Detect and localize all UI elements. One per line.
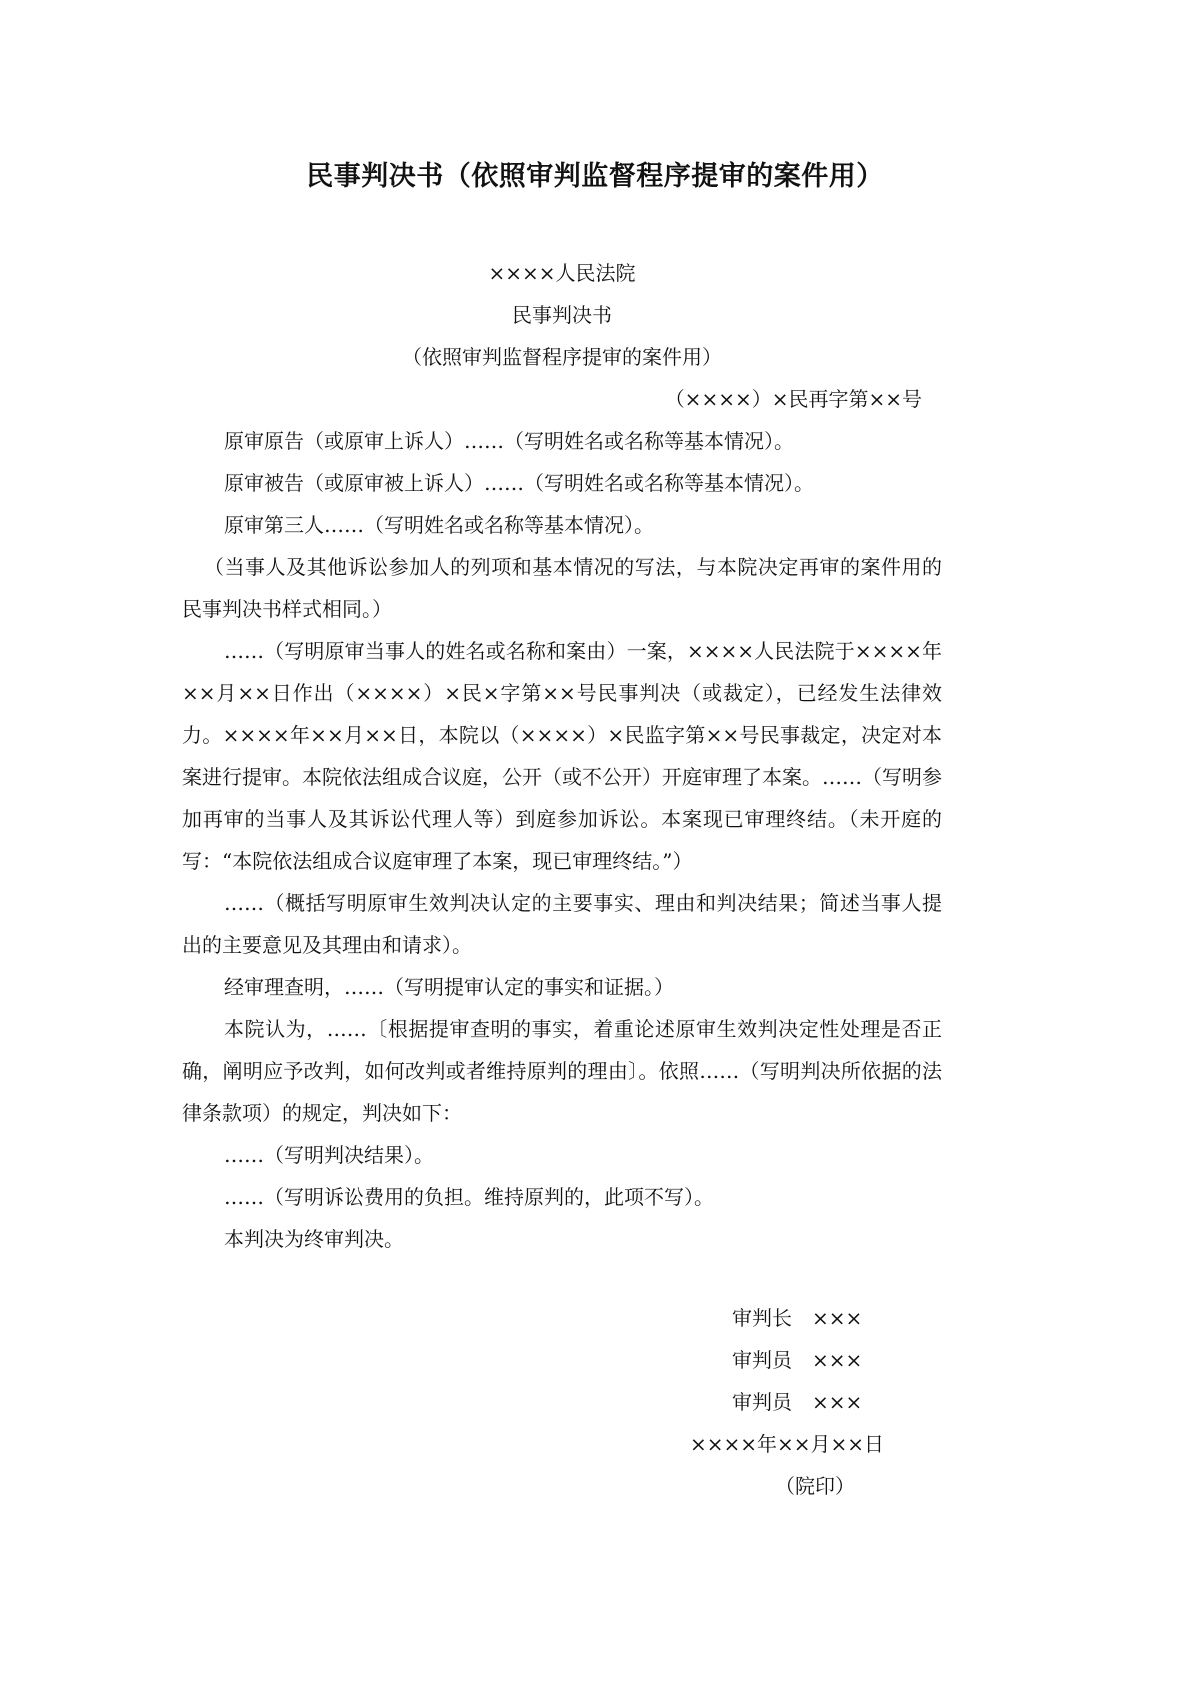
- doc-type: 民事判决书: [512, 303, 612, 327]
- paragraph-case-history: ……（写明原审当事人的姓名或名称和案由）一案，××××人民法院于××××年××月××日作出（××××）×民×字第××号民事判决（或裁定），已经发生法律效力。××××年××月××日，本院以（××××）×民监字第××号民事裁定，决定对本案进行提审。本院依法组成合议庭，公开（或不公开）开庭审理了本案。……（写明参加再审的当事人及其诉讼代理人等）到庭参加诉讼。本案现已审理终结。（未开庭的写：“本院依法组成合议庭审理了本案，现已审理终结。”）: [182, 639, 942, 873]
- paragraph-original-defendant: 原审被告（或原审被上诉人）……（写明姓名或名称等基本情况）。: [224, 471, 814, 495]
- paragraph-original-summary: ……（概括写明原审生效判决认定的主要事实、理由和判决结果；简述当事人提出的主要意见及其理由和请求）。: [182, 891, 942, 957]
- judgment-date: ××××年××月××日: [690, 1432, 885, 1456]
- paragraph-final: 本判决为终审判决。: [224, 1227, 404, 1251]
- case-number: （××××）×民再字第××号: [664, 387, 922, 411]
- signature-presiding-judge: 审判长 ×××: [732, 1306, 863, 1330]
- document-title: 民事判决书（依照审判监督程序提审的案件用）: [306, 161, 884, 192]
- signature-judge-2: 审判员 ×××: [732, 1390, 863, 1414]
- paragraph-judgment-result: ……（写明判决结果）。: [224, 1143, 434, 1167]
- signature-judge-1: 审判员 ×××: [732, 1348, 863, 1372]
- court-seal: （院印）: [775, 1474, 855, 1498]
- paragraph-costs: ……（写明诉讼费用的负担。维持原判的，此项不写）。: [224, 1185, 714, 1209]
- doc-subtitle: （依照审判监督程序提审的案件用）: [402, 345, 722, 369]
- document-body: [182, 252, 942, 1260]
- paragraph-third-party: 原审第三人……（写明姓名或名称等基本情况）。: [224, 513, 654, 537]
- paragraph-reasoning: 本院认为，……〔根据提审查明的事实，着重论述原审生效判决定性处理是否正确，阐明应予改判，如何改判或者维持原判的理由〕。依照……（写明判决所依据的法律条款项）的规定，判决如下：: [182, 1017, 942, 1125]
- signature-block: [732, 1297, 862, 1423]
- paragraph-facts: 经审理查明，……（写明提审认定的事实和证据。）: [224, 975, 674, 999]
- court-name: ××××人民法院: [488, 261, 636, 285]
- paragraph-party-note: （当事人及其他诉讼参加人的列项和基本情况的写法，与本院决定再审的案件用的民事判决书样式相同。）: [182, 555, 942, 621]
- paragraph-original-plaintiff: 原审原告（或原审上诉人）……（写明姓名或名称等基本情况）。: [224, 429, 794, 453]
